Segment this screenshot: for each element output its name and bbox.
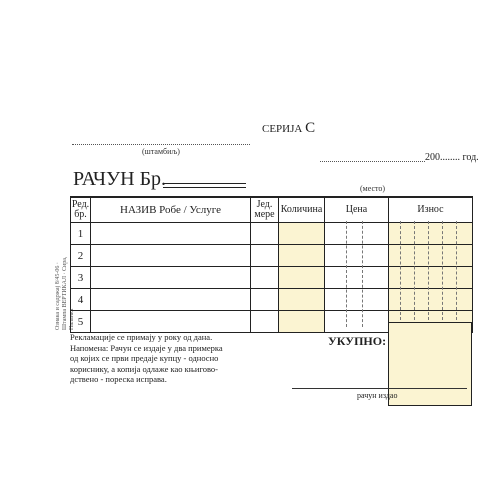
note-text: Рекламације се примају у року од дана. Напомена: Рачун се издаје у два примерка од којих се први предаје купцу - односно кориснику, а копија одлаже као књигово- дствено - пореска исправа. [70,332,223,385]
price-cell[interactable] [325,245,389,267]
row-number: 2 [71,245,91,267]
name-cell[interactable] [91,267,251,289]
row-number: 5 [71,311,91,333]
name-cell[interactable] [91,311,251,333]
price-cell[interactable] [325,223,389,245]
amount-cell[interactable] [389,289,473,311]
total-label: УКУПНО: [328,334,387,348]
year-label: 200........ год. [425,152,479,163]
price-cell[interactable] [325,267,389,289]
amount-cell[interactable] [389,245,473,267]
price-guide [346,221,347,327]
unit-cell[interactable] [251,289,279,311]
signature-line [292,388,467,389]
col-header-rb: Ред. бр. [71,197,91,223]
table-row [71,267,473,289]
table-row [71,245,473,267]
row-number: 1 [71,223,91,245]
row-number: 3 [71,267,91,289]
series-label: СЕРИЈА С [262,120,316,136]
series-letter: С [305,120,316,136]
qty-cell[interactable] [279,245,325,267]
invoice-table [70,196,473,333]
name-cell[interactable] [91,245,251,267]
col-header-name: НАЗИВ Робе / Услуге [91,197,251,223]
invoice-title: РАЧУН Бр. [73,168,167,190]
amount-cell[interactable] [389,223,473,245]
col-header-qty: Количина [279,197,325,223]
qty-cell[interactable] [279,289,325,311]
col-header-unit: Јед. мере [251,197,279,223]
price-guide [362,221,363,327]
place-label: (место) [360,184,386,193]
table-row [71,223,473,245]
printer-imprint: Ознака и садржај 8/45-06 · Штампа ВЕРТИКАЛ · Сира, Паланка [55,256,75,330]
col-header-price: Цена [325,197,389,223]
name-cell[interactable] [91,289,251,311]
unit-cell[interactable] [251,223,279,245]
invoice-number-line-2 [163,187,246,188]
qty-cell[interactable] [279,267,325,289]
row-number: 4 [71,289,91,311]
unit-cell[interactable] [251,267,279,289]
unit-cell[interactable] [251,245,279,267]
table-row [71,289,473,311]
name-cell[interactable] [91,223,251,245]
issued-by-label: рачун издао [357,391,398,400]
stamp-label: (штамбиљ) [142,147,180,156]
place-line [320,161,425,162]
price-cell[interactable] [325,289,389,311]
unit-cell[interactable] [251,311,279,333]
invoice-number-line [163,183,246,184]
col-header-amount: Износ [389,197,473,223]
total-amount-box[interactable] [388,322,472,406]
qty-cell[interactable] [279,311,325,333]
price-cell[interactable] [325,311,389,333]
qty-cell[interactable] [279,223,325,245]
stamp-line [72,144,250,145]
amount-cell[interactable] [389,267,473,289]
